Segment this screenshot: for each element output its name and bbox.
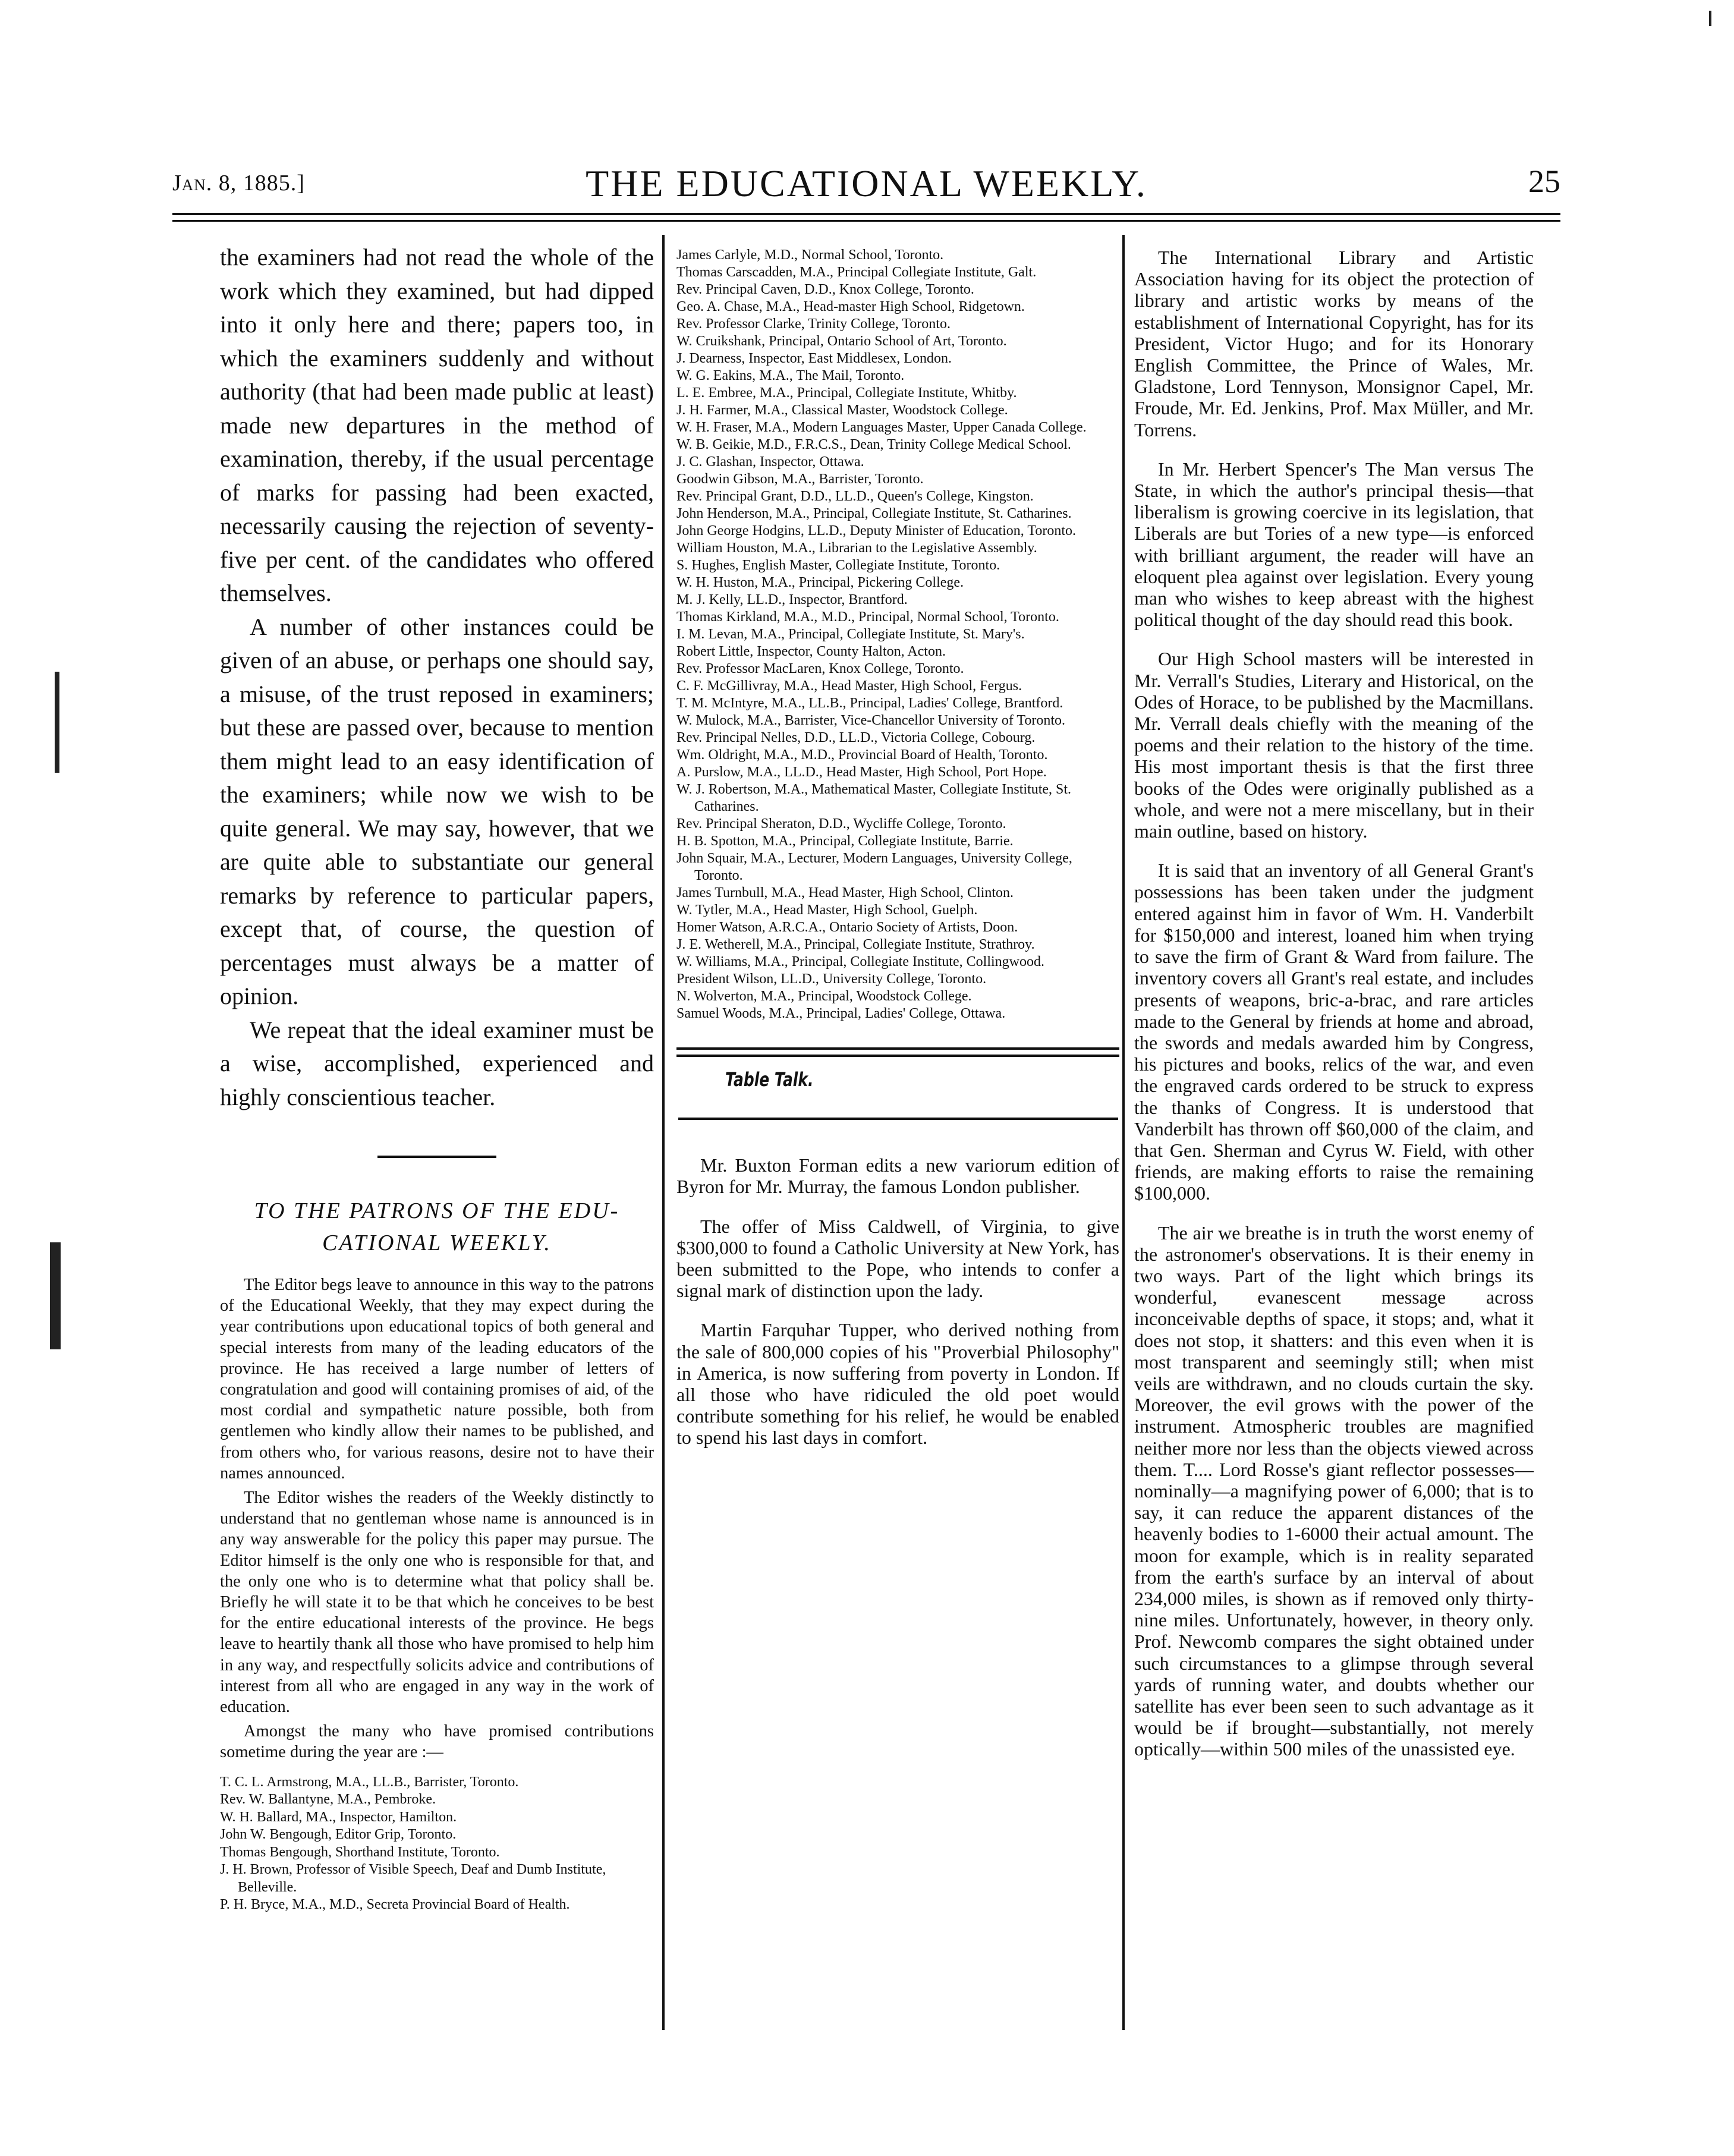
list-item: Thomas Carscadden, M.A., Principal Collegiate Institute, Galt. bbox=[676, 265, 1037, 280]
paragraph: The air we breathe is in truth the worst enemy of the astronomer's observations. It is their enemy in two ways. Part of the light which brings its wonderful, evanescent message across inconceivable depths of space, it stops; and, what it does not stop, it shatters: and this even when it is most transparent and seemingly still; when mist veils are withdrawn, and no clouds curtain the sky. Moreover, the evil grows with the power of the instrument. Atmospheric troubles are magnified neither more nor less than the objects viewed across them. T.... Lord Rosse's giant reflector possesses—nominally—a magnifying power of 6,000; that is to say, it can reduce the apparent distances of the heavenly bodies to 1-6000 their actual amount. The moon for example, which is in reality separated from the earth's surface by an interval of about 234,000 miles, is shown as if removed only thirty-nine miles. Unfortunately, however, in theory only. Prof. Newcomb compares the sight obtained under such circumstances to a glimpse through several yards of running water, and doubts whether our satellite has ever been seen to such advantage as it would be if brought—substantially, not merely optically—within 500 miles of the unassisted eye. bbox=[1134, 1222, 1534, 1760]
list-item: Samuel Woods, M.A., Principal, Ladies' College, Ottawa. bbox=[676, 1006, 1006, 1021]
list-item: James Carlyle, M.D., Normal School, Toronto. bbox=[676, 247, 944, 263]
paragraph: Mr. Buxton Forman edits a new variorum edition of Byron for Mr. Murray, the famous London publisher. bbox=[676, 1154, 1119, 1198]
paragraph: In Mr. Herbert Spencer's The Man versus The State, in which the author's principal thesis—that liberalism is growing coercive in its legislation, that Liberals are but Tories of a new type—is enforced with brilliant argument, the reader will have an eloquent plea against over legislation. Every young man who wishes to keep abreast with the highest political thought of the day should read this book. bbox=[1134, 458, 1534, 631]
list-item: William Houston, M.A., Librarian to the Legislative Assembly. bbox=[676, 540, 1037, 556]
paragraph: The Editor begs leave to announce in this way to the patrons of the Educational Weekly, that they may expect during the year contributions upon educational topics of both general and special interests from many of the leading educators of the province. He has received a large number of letters of congratulation and good will containing promises of aid, of the most cordial and sympathetic nature possible, both from gentlemen who kindly allow their names to be published, and from others who, for various reasons, desire not to have their names announced. bbox=[220, 1276, 654, 1483]
list-item: James Turnbull, M.A., Head Master, High School, Clinton. bbox=[676, 885, 1014, 901]
list-item: Thomas Kirkland, M.A., M.D., Principal, Normal School, Toronto. bbox=[676, 609, 1059, 625]
list-item: W. H. Fraser, M.A., Modern Languages Master, Upper Canada College. bbox=[676, 420, 1087, 435]
list-item: W. B. Geikie, M.D., F.R.C.S., Dean, Trinity College Medical School. bbox=[676, 437, 1071, 452]
table-talk-heading: Table Talk. bbox=[725, 1068, 814, 1091]
list-item: W. Tytler, M.A., Head Master, High School, Guelph. bbox=[676, 902, 978, 918]
list-item: Rev. Principal Caven, D.D., Knox College, Toronto. bbox=[676, 282, 974, 297]
paragraph: Our High School masters will be interested in Mr. Verrall's Studies, Literary and Historical, on the Odes of Horace, to be published by the Macmillans. Mr. Verrall deals chiefly with the meaning of the poems and their relation to the history of the time. His most important thesis is that the first three books of the Odes were originally published as a whole, and were not a mere miscellany, but in their main outline, based on history. bbox=[1134, 648, 1534, 842]
patrons-title-line-2: CATIONAL WEEKLY. bbox=[322, 1230, 552, 1255]
paragraph: Martin Farquhar Tupper, who derived nothing from the sale of 800,000 copies of his "Proverbial Philosophy" in America, is now suffering from poverty in London. If all those who have ridiculed the old poet would contribute something for his relief, he would be enabled to spend his last days in comfort. bbox=[676, 1319, 1119, 1449]
list-item: John Squair, M.A., Lecturer, Modern Languages, University College, Toronto. bbox=[676, 851, 1072, 883]
list-item: Wm. Oldright, M.A., M.D., Provincial Board of Health, Toronto. bbox=[676, 747, 1048, 763]
list-item: N. Wolverton, M.A., Principal, Woodstock College. bbox=[676, 989, 972, 1004]
list-item: J. E. Wetherell, M.A., Principal, Collegiate Institute, Strathroy. bbox=[676, 937, 1035, 952]
list-item: H. B. Spotton, M.A., Principal, Collegiate Institute, Barrie. bbox=[676, 833, 1014, 849]
column-3 bbox=[1134, 247, 1534, 1760]
margin-mark-left-1 bbox=[55, 672, 59, 773]
list-item: Rev. Professor Clarke, Trinity College, Toronto. bbox=[676, 316, 951, 332]
margin-mark-top bbox=[1709, 11, 1711, 26]
list-item: T. C. L. Armstrong, M.A., LL.B., Barrister, Toronto. bbox=[220, 1774, 519, 1790]
list-item: J. H. Brown, Professor of Visible Speech, Deaf and Dumb Institute, Belleville. bbox=[220, 1862, 606, 1895]
list-item: W. Williams, M.A., Principal, Collegiate Institute, Collingwood. bbox=[676, 954, 1044, 970]
list-item: Rev. Principal Sheraton, D.D., Wycliffe College, Toronto. bbox=[676, 816, 1006, 832]
list-item: T. M. McIntyre, M.A., LL.B., Principal, Ladies' College, Brantford. bbox=[676, 695, 1063, 711]
list-item: Robert Little, Inspector, County Halton, Acton. bbox=[676, 644, 946, 659]
list-item: John Henderson, M.A., Principal, Collegiate Institute, St. Catharines. bbox=[676, 506, 1072, 521]
list-item: Rev. W. Ballantyne, M.A., Pembroke. bbox=[220, 1792, 436, 1808]
section-rule bbox=[678, 1118, 1118, 1120]
patrons-notice bbox=[220, 1274, 654, 1763]
list-item: Rev. Principal Nelles, D.D., LL.D., Victoria College, Cobourg. bbox=[676, 730, 1036, 745]
list-item: W. H. Huston, M.A., Principal, Pickering College. bbox=[676, 575, 964, 590]
issue-date: Jan. 8, 1885.] bbox=[172, 171, 305, 196]
article-continuation bbox=[220, 241, 654, 1114]
list-item: J. H. Farmer, M.A., Classical Master, Woodstock College. bbox=[676, 402, 1008, 418]
paragraph: It is said that an inventory of all General Grant's possessions has been taken under the judgment entered against him in favor of Wm. H. Vanderbilt for $150,000 and interest, loaned him when trying to save the firm of Grant & Ward from failure. The inventory covers all Grant's real estate, and includes presents of weapons, bric-a-brac, and rare articles made to the General by friends at home and abroad, the swords and medals awarded him by Congress, his pictures and books, relics of the war, and even the engraved cards ordered to be struck to express the thanks of Congress. It is understood that Vanderbilt has thrown off $60,000 of the claim, and that Gen. Sherman and Cyrus W. Field, with other friends, are making efforts to raise the remaining $100,000. bbox=[1134, 860, 1534, 1204]
list-item: W. Cruikshank, Principal, Ontario School of Art, Toronto. bbox=[676, 333, 1007, 349]
list-item: Rev. Professor MacLaren, Knox College, Toronto. bbox=[676, 661, 964, 676]
patrons-title bbox=[220, 1195, 654, 1259]
list-item: Homer Watson, A.R.C.A., Ontario Society of Artists, Doon. bbox=[676, 920, 1018, 935]
list-item: John W. Bengough, Editor Grip, Toronto. bbox=[220, 1827, 457, 1843]
list-item: L. E. Embree, M.A., Principal, Collegiate Institute, Whitby. bbox=[676, 385, 1017, 401]
paragraph: Amongst the many who have promised contributions sometime during the year are :— bbox=[220, 1722, 654, 1762]
column-1 bbox=[220, 241, 654, 1914]
header-rule-top bbox=[172, 213, 1560, 215]
list-item: M. J. Kelly, LL.D., Inspector, Brantford. bbox=[676, 592, 908, 608]
list-item: I. M. Levan, M.A., Principal, Collegiate Institute, St. Mary's. bbox=[676, 627, 1025, 642]
contributor-list bbox=[220, 1774, 654, 1914]
patrons-title-line-1: TO THE PATRONS OF THE EDU- bbox=[254, 1198, 620, 1223]
section-rule bbox=[377, 1156, 496, 1158]
column-divider-right bbox=[1122, 235, 1125, 2030]
list-item: P. H. Bryce, M.A., M.D., Secreta Provincial Board of Health. bbox=[220, 1897, 570, 1913]
rule bbox=[676, 1047, 1119, 1050]
list-item: W. H. Ballard, MA., Inspector, Hamilton. bbox=[220, 1809, 457, 1825]
list-item: W. G. Eakins, M.A., The Mail, Toronto. bbox=[676, 368, 905, 383]
list-item: J. C. Glashan, Inspector, Ottawa. bbox=[676, 454, 864, 470]
list-end-rules bbox=[676, 1047, 1119, 1057]
list-item: W. J. Robertson, M.A., Mathematical Master, Collegiate Institute, St. Catharines. bbox=[676, 782, 1072, 814]
list-item: John George Hodgins, LL.D., Deputy Minister of Education, Toronto. bbox=[676, 523, 1077, 539]
margin-mark-left-2 bbox=[50, 1242, 61, 1349]
paragraph: A number of other instances could be given of an abuse, or perhaps one should say, a misuse, of the trust reposed in examiners; but these are passed over, because to mention them might lead to an easy identification of the examiners; while now we wish to be quite general. We may say, however, that we are quite able to substantiate our general remarks by reference to particular papers, except that, of course, the question of percentages must always be a matter of opinion. bbox=[220, 613, 654, 1009]
publication-title: THE EDUCATIONAL WEEKLY. bbox=[586, 162, 1147, 204]
list-item: President Wilson, LL.D., University College, Toronto. bbox=[676, 971, 987, 987]
paragraph: The International Library and Artistic Association having for its object the protection of library and artistic works by means of the establishment of International Copyright, has for its President, Victor Hugo; and for its Honorary English Committee, the Prince of Wales, Mr. Gladstone, Lord Tennyson, Monsignor Capel, Mr. Froude, Mr. Ed. Jenkins, Prof. Max Müller, and Mr. Torrens. bbox=[1134, 247, 1534, 440]
column-2 bbox=[676, 247, 1119, 1449]
list-item: Goodwin Gibson, M.A., Barrister, Toronto. bbox=[676, 471, 924, 487]
header-rule-bottom bbox=[172, 220, 1560, 222]
list-item: Thomas Bengough, Shorthand Institute, Toronto. bbox=[220, 1844, 500, 1860]
page-number: 25 bbox=[1528, 163, 1560, 199]
list-item: S. Hughes, English Master, Collegiate Institute, Toronto. bbox=[676, 558, 1000, 573]
paragraph: The offer of Miss Caldwell, of Virginia, to give $300,000 to found a Catholic University at New York, has been submitted to the Pope, who intends to confer a signal mark of distinction upon the lady. bbox=[676, 1215, 1119, 1302]
rule bbox=[676, 1055, 1119, 1057]
list-item: W. Mulock, M.A., Barrister, Vice-Chancellor University of Toronto. bbox=[676, 713, 1066, 728]
list-item: A. Purslow, M.A., LL.D., Head Master, High School, Port Hope. bbox=[676, 764, 1047, 780]
list-item: J. Dearness, Inspector, East Middlesex, London. bbox=[676, 351, 952, 366]
list-item: Rev. Principal Grant, D.D., LL.D., Queen's College, Kingston. bbox=[676, 489, 1034, 504]
paragraph: The Editor wishes the readers of the Weekly distinctly to understand that no gentleman whose name is announced is in any way answerable for the policy this paper may pursue. The Editor himself is the only one who is responsible for that, and the only one who is to determine what that policy shall be. Briefly he will state it to be that which he conceives to be best for the entire educational interests of the province. He begs leave to heartily thank all those who have promised to help him in any way, and respectfully solicits advice and contributions of interest from all who are engaged in any way in the work of education. bbox=[220, 1488, 654, 1717]
contributor-list-continued bbox=[676, 247, 1119, 1022]
column-divider-left bbox=[662, 235, 665, 2030]
paragraph: We repeat that the ideal examiner must be a wise, accomplished, experienced and highly conscientious teacher. bbox=[220, 1016, 654, 1110]
page-header bbox=[172, 162, 1560, 203]
table-talk-section bbox=[676, 1069, 1119, 1449]
list-item: Geo. A. Chase, M.A., Head-master High School, Ridgetown. bbox=[676, 299, 1025, 314]
paragraph: the examiners had not read the whole of the work which they examined, but had dipped into it only here and there; papers too, in which the examiners suddenly and without authority (that had been made public at least) made new departures in the method of examination, thereby, if the usual percentage of marks for passing had been exacted, necessarily causing the rejection of seventy-five per cent. of the candidates who offered themselves. bbox=[220, 244, 654, 606]
list-item: C. F. McGillivray, M.A., Head Master, High School, Fergus. bbox=[676, 678, 1022, 694]
